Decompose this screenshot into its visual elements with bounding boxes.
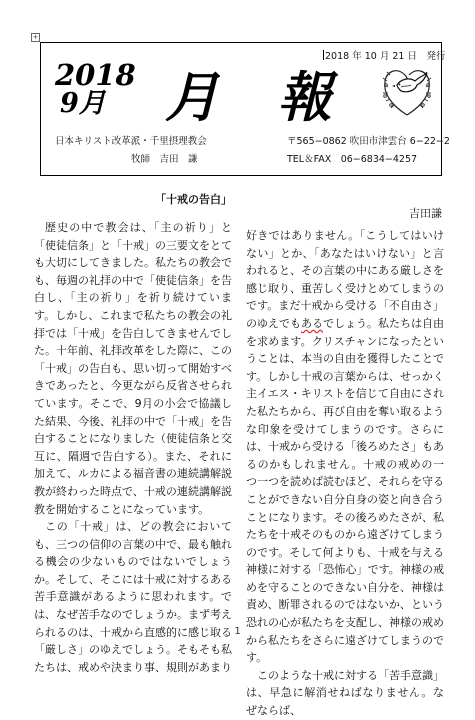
- header-month: 9月: [60, 88, 106, 119]
- masthead-title: 月 報: [165, 65, 352, 129]
- table-move-handle-icon[interactable]: +: [32, 33, 39, 41]
- article-column-right: [246, 205, 444, 720]
- church-address: 〒565−0862 吹田市津雲台 6−22−2: [287, 136, 450, 147]
- article-author: 吉田謙: [409, 207, 442, 220]
- paragraph: 歴史の中で教会は、「主の祈り」と「使徒信条」と「十戒」の三要文をとても大切にしてきました。私たちの教会でも、毎週の礼拝の中で「使徒信条」を告白し、「主の祈り」を祈り続けています。しかし、これまで私たちの教会の礼拝では「十戒」を告白してきませんでした。十年前、礼拝改革をした際に、この「十戒」の告白も、思い切って開始すべきであったと、今更ながら反省させられています。そこで、9月の小会で協議した結果、今後、礼拝の中で「十戒」を告白することになりました（使徒信条と交互に、隔週で告白する）。また、それに加えて、ルカによる福音書の連続講解説教が終わった時点で、十戒の連続講解説教を開始することになっています。: [34, 221, 232, 516]
- newsletter-header: [40, 42, 450, 176]
- dove-heart-wreath-icon: [379, 61, 435, 119]
- paragraph: このような十戒に対する「苦手意識」は、早急に解消せねばなりません。なぜならば、: [246, 668, 444, 718]
- page-number: 1: [234, 626, 241, 637]
- church-telfax: TEL＆FAX 06−6834−4257: [287, 154, 418, 165]
- article-column-left: [34, 197, 232, 676]
- pastor-name: 牧師 吉田 謙: [131, 154, 198, 165]
- article-title: 「十戒の告白」: [155, 193, 232, 206]
- spellcheck-mark[interactable]: ある: [301, 316, 323, 330]
- church-name: 日本キリスト改革派・千里摂理教会: [55, 136, 207, 147]
- header-year: 2018: [55, 58, 136, 92]
- paragraph: 好きではありません。「こうしてはいけない」とか、「あなたはいけない」と言われると、その言葉の中にある厳しさを感じ取り、重苦しく受けとめてしまうのです。まだ十戒から受ける「不自由さ」のゆえでもあるでしょう。私たちは自由を求めます。クリスチャンになったということは、本当の自由を獲得したことです。しかし十戒の言葉からは、せっかく主イエス・キリストを信じて自由にされた私たちから、再び自由を奪い取るような印象を受けてしまうのです。さらには、十戒から受ける「後ろめたさ」もあるのかもしれません。十戒の戒めの一つ一つを読めば読むほど、それらを守ることができない自分自身の姿と向き合うことになります。その後ろめたさが、私たちを十戒そのものから遠ざけてしまうのです。そして何よりも、十戒を与える神様に対する「恐怖心」です。神様の戒めを守ることのできない自分を、神様は責め、断罪されるのではないか、という恐れの心が私たちを支配し、神様の戒めから私たちをさらに遠ざけてしまうのです。: [246, 229, 445, 665]
- text-cursor-icon: [323, 50, 324, 60]
- issue-date: 2018 年 10 月 21 日 発行: [325, 51, 446, 62]
- paragraph: この「十戒」は、どの教会においても、三つの信仰の言葉の中で、最も触れる機会の少ないものではないでしょうか。そして、そこには十戒に対するある苦手意識があるように思われます。では、なぜ苦手なのでしょうか。まず考えられるのは、十戒から直感的に感じ取る「厳しさ」のゆえでしょう。そもそも私たちは、戒めや決まり事、規則があまり: [34, 520, 232, 674]
